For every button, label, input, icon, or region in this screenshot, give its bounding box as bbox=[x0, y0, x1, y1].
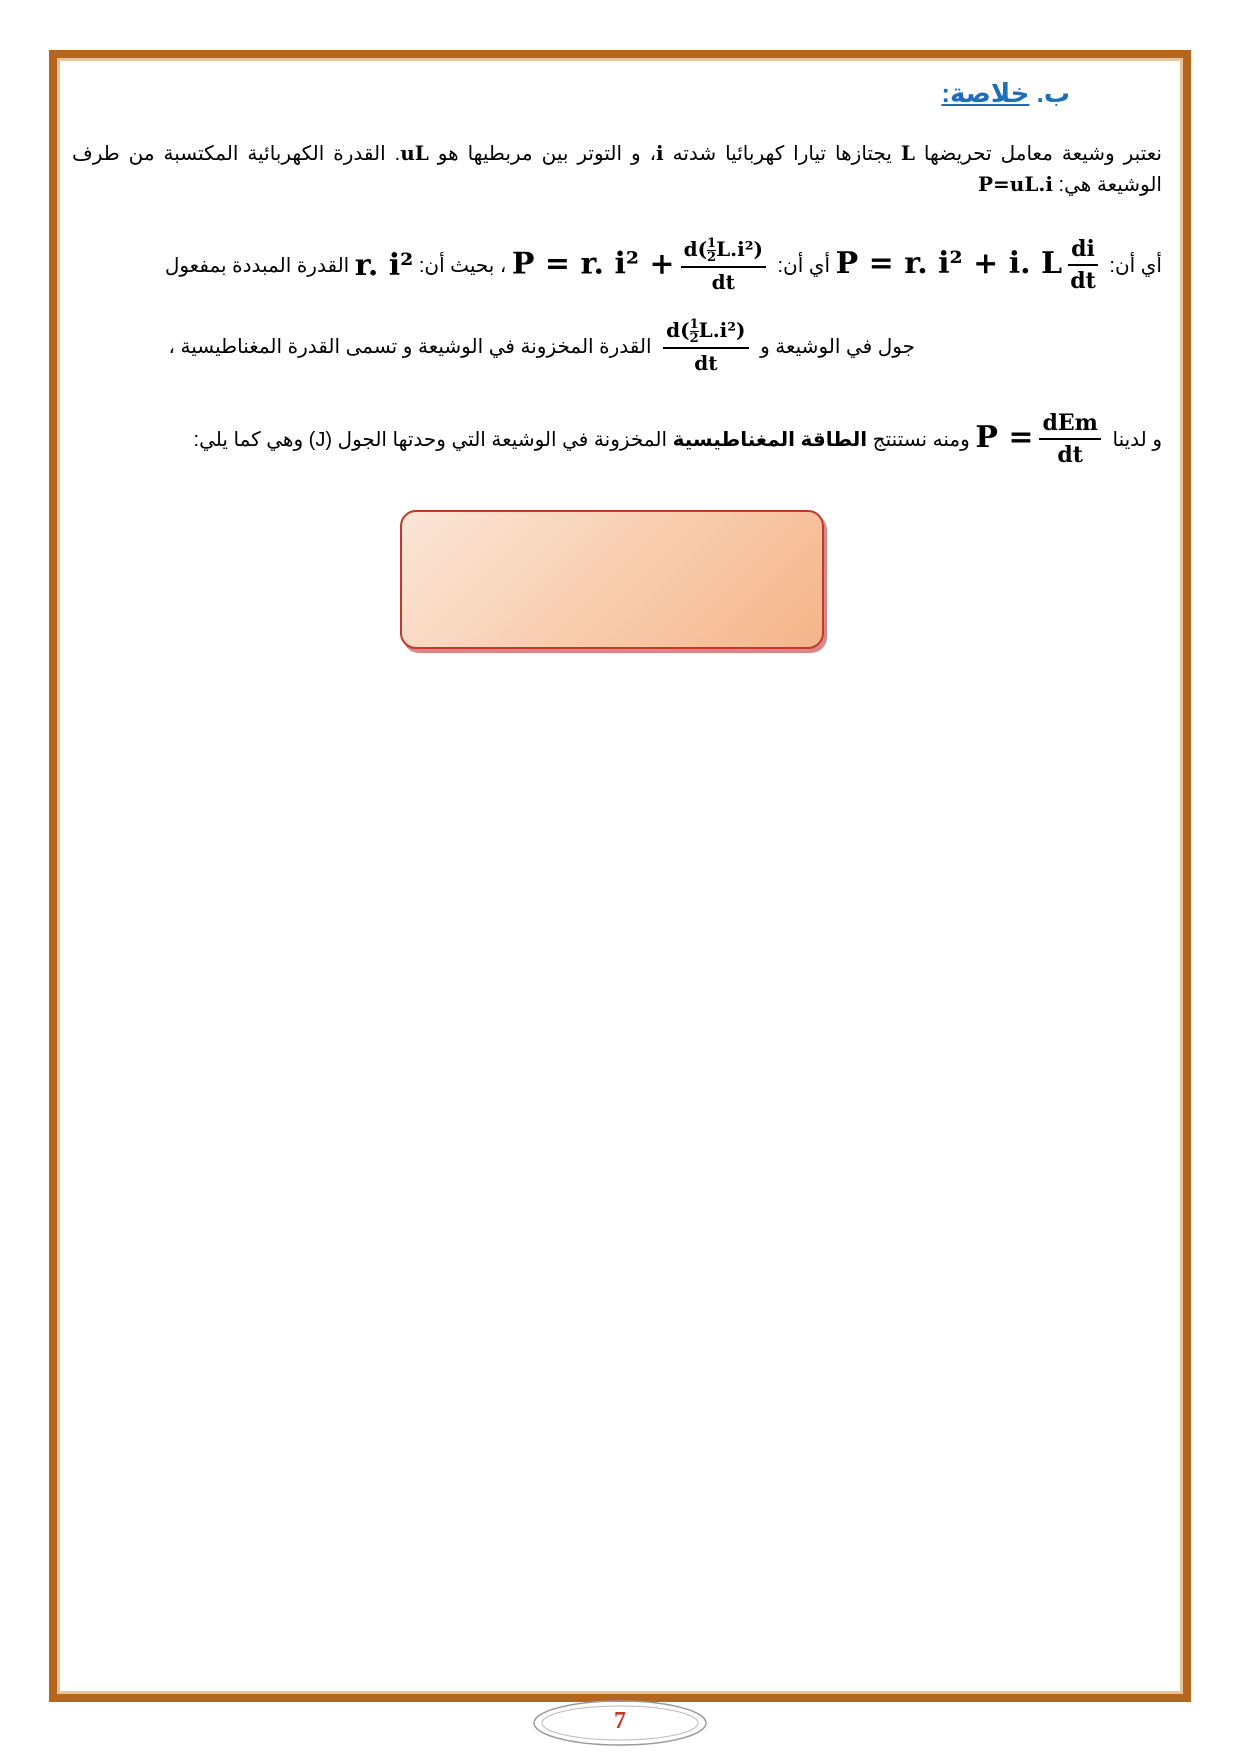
l2-half-den: 2 bbox=[689, 331, 699, 346]
power-formula: P=uL.i bbox=[977, 172, 1053, 196]
line3-eq-text: P = bbox=[975, 420, 1034, 455]
half-den: 2 bbox=[707, 249, 717, 265]
line1-sep: ، بحيث أن: bbox=[418, 254, 507, 277]
line1-intro: أي أن: bbox=[1109, 254, 1162, 277]
line3-eq bbox=[975, 410, 1107, 468]
line1-desc: القدرة المبددة بمفعول bbox=[164, 254, 350, 277]
section-heading bbox=[941, 78, 1070, 109]
symbol-L: L bbox=[900, 141, 915, 165]
dEm-den: dt bbox=[1057, 442, 1083, 468]
dEm-dt-fraction bbox=[1039, 410, 1100, 468]
half-num: 1 bbox=[707, 235, 717, 251]
line2-text-a: جول في الوشيعة و bbox=[760, 336, 915, 358]
energy-derivative-fraction bbox=[681, 237, 766, 294]
intro-text-b: يجتازها تيارا كهربائيا شدته bbox=[672, 143, 892, 165]
equation-line-2 bbox=[0, 318, 915, 396]
intro-text-c: ، و التوتر بين مربطيها هو bbox=[437, 143, 657, 165]
line1-ri2: r. i² bbox=[354, 247, 414, 283]
dEm-num: dEm bbox=[1039, 410, 1100, 440]
line3-bold-term: الطاقة المغناطيسية bbox=[672, 428, 868, 451]
line1-mid: أي أن: bbox=[777, 254, 831, 277]
frac-num-rest: L.i²) bbox=[716, 236, 763, 261]
intro-paragraph bbox=[72, 138, 1162, 200]
intro-text-a: نعتبر وشيعة معامل تحريضها bbox=[923, 143, 1162, 165]
symbol-uL: uL bbox=[400, 141, 429, 165]
intro-text-d: . القدرة الكهربائية المكتسبة من طرف الوشيعة هي: bbox=[72, 143, 1162, 196]
equation-line-3 bbox=[72, 410, 1162, 480]
line3-text-b: ومنه نستنتج bbox=[872, 428, 970, 451]
line3-text-c: المخزونة في الوشيعة التي وحدتها الجول (J) وهي كما يلي: bbox=[193, 428, 668, 451]
l2-frac-den: dt bbox=[694, 351, 718, 375]
di-dt-den: dt bbox=[1070, 268, 1096, 294]
l2-frac-num-d: d( bbox=[666, 318, 690, 342]
line3-text-a: و لدينا bbox=[1112, 428, 1162, 451]
page-number: 7 bbox=[614, 1708, 626, 1734]
line1-eq2 bbox=[512, 237, 772, 294]
frac-den: dt bbox=[711, 269, 735, 294]
line1-eq1-text: P = r. i² + i. L bbox=[835, 246, 1063, 281]
l2-half-num: 1 bbox=[689, 317, 699, 332]
frac-num-d: d( bbox=[683, 236, 708, 261]
symbol-i: i bbox=[656, 141, 664, 165]
page-number-badge bbox=[530, 1698, 710, 1748]
section-letter: ب. bbox=[1036, 78, 1070, 108]
line1-eq1 bbox=[836, 236, 1104, 294]
di-dt-fraction bbox=[1068, 236, 1098, 294]
result-box bbox=[400, 510, 824, 649]
magnetic-power-fraction bbox=[663, 318, 748, 375]
section-title: خلاصة: bbox=[941, 78, 1030, 108]
di-dt-num: di bbox=[1068, 236, 1098, 266]
line1-eq2-lhs: P = r. i² + bbox=[511, 246, 675, 281]
line2-text-b: القدرة المخزونة في الوشيعة و تسمى القدرة المغناطيسية ، bbox=[168, 336, 652, 358]
l2-frac-num-rest: L.i²) bbox=[698, 318, 746, 342]
equation-line-1 bbox=[72, 236, 1162, 306]
